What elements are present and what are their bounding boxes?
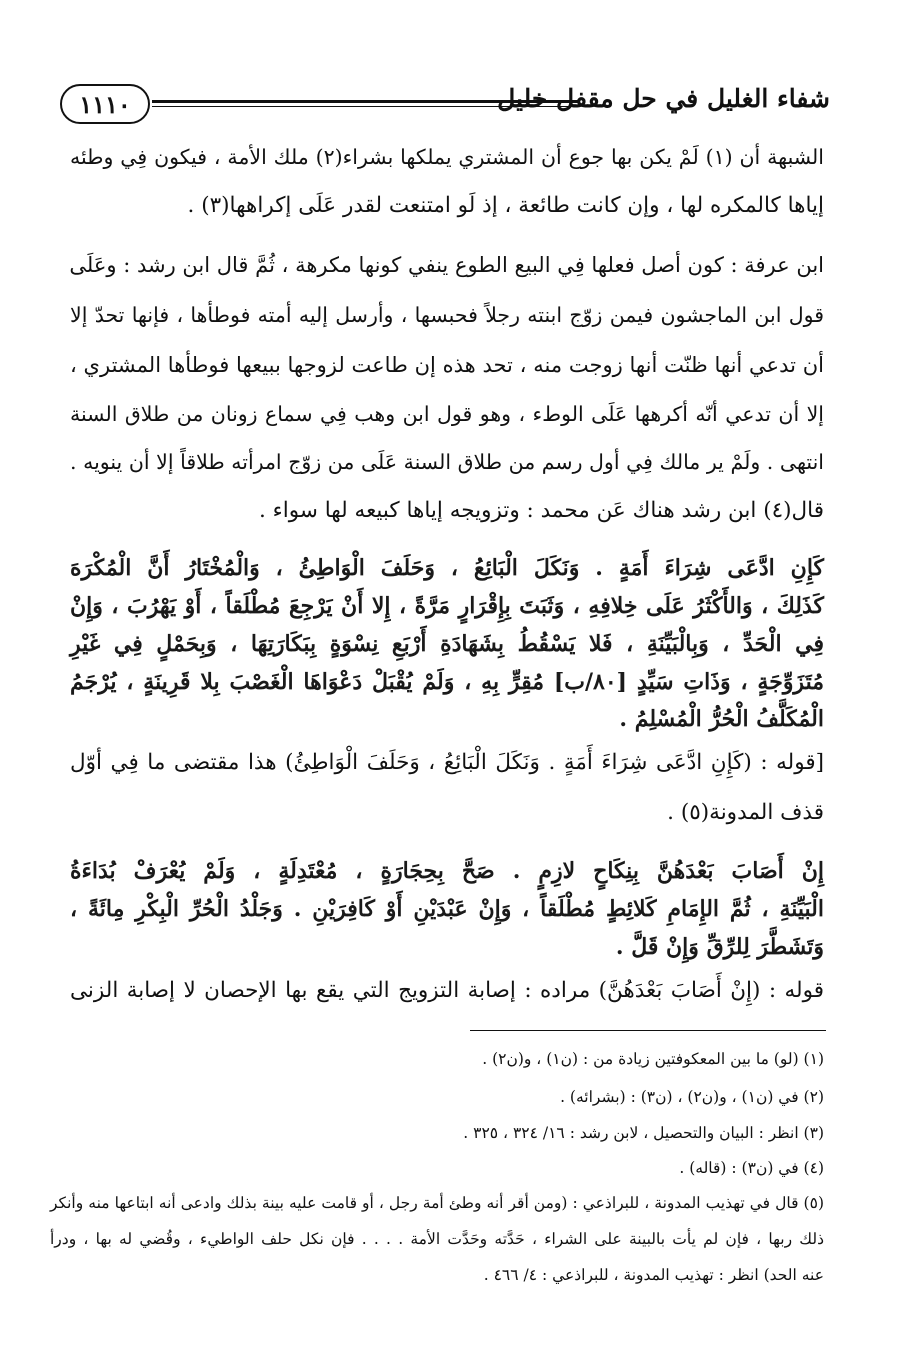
- text-line: الشبهة أن (١) لَمْ يكن بها جوع أن المشتري يملكها بشراء(٢) ملك الأمة ، فيكون فِي وطئه: [70, 145, 825, 169]
- footnote: (٢) في (ن١) ، و(ن٢) ، (ن٣) : (بشرائه) .: [560, 1088, 824, 1106]
- matn-line: إِنْ أَصَابَ بَعْدَهُنَّ بِنِكَاحٍ لازِمٍ . صَحَّ بِحِجَارَةٍ ، مُعْتَدِلَةٍ ، وَلَمْ يُعْرَفْ بُدَاءَةُ: [70, 858, 824, 884]
- matn-line: مُتَزَوِّجَةٍ ، وَذَاتِ سَيِّدٍ [٨٠/ب] مُقِرٍّ بِهِ ، وَلَمْ يُقْبَلْ دَعْوَاهَا الْغَصْبَ بِلا قَرِينَةٍ ، يُرْجَمُ: [70, 669, 824, 695]
- commentary-line: قذف المدونة(٥) .: [667, 800, 824, 825]
- matn-line: فِي الْحَدِّ ، وَبِالْبَيِّنَةِ ، فَلا يَسْقُطُ بِشَهَادَةِ أَرْبَعِ نِسْوَةٍ بِبَكَارَتِهَا ، وَبِحَمْلٍ فِي غَيْرِ: [70, 631, 824, 657]
- matn-line: كَإِنِ ادَّعَى شِرَاءَ أَمَةٍ . وَنَكَلَ الْبَائِعُ ، وَحَلَفَ الْوَاطِئُ ، وَالْمُخْتَارُ أَنَّ الْمُكْرَهَ: [70, 555, 824, 581]
- footnote: عنه الحد) انظر : تهذيب المدونة ، للبراذعي : ٤/ ٤٦٦ .: [483, 1266, 824, 1284]
- page-header: [60, 82, 830, 126]
- footnote-separator: [470, 1030, 826, 1031]
- page-number: ١١١٠: [60, 84, 150, 124]
- footnote: (٣) انظر : البيان والتحصيل ، لابن رشد : ١٦/ ٣٢٤ ، ٣٢٥ .: [463, 1124, 824, 1142]
- text-line: ابن عرفة : كون أصل فعلها فِي البيع الطوع ينفي كونها مكرهة ، ثُمَّ قال ابن رشد : وعَلَى: [69, 253, 824, 277]
- matn-line: الْبَيِّنَةِ ، ثُمَّ الإِمَامِ كَلائِطٍ مُطْلَقاً ، وَإِنْ عَبْدَيْنِ أَوْ كَافِرَيْنِ . وَجَلْدُ الْحُرِّ الْبِكْرِ مِائَةً ،: [70, 896, 824, 922]
- text-line: انتهى . ولَمْ ير مالك فِي أول رسم من طلاق السنة عَلَى من زوّج امرأته طلاقاً إلا أن ينويه .: [70, 450, 824, 474]
- text-line: أن تدعي أنها ظنّت أنها زوجت منه ، تحد هذه إن طاعت لزوجها ببيعها فوطأها المشتري ،: [70, 353, 824, 377]
- footnote: (٥) قال في تهذيب المدونة ، للبراذعي : (ومن أقر أنه وطئ أمة رجل ، أو قامت عليه بينة بذلك وادعى أنه ابتاعها منه وأنكر: [50, 1194, 824, 1212]
- running-title: شفاء الغليل في حل مقفل خليل: [497, 84, 830, 113]
- text-line: إلا أن تدعي أنّه أكرهها عَلَى الوطء ، وهو قول ابن وهب فِي سماع زونان من طلاق السنة: [70, 402, 824, 426]
- text-line: إياها كالمكره لها ، وإن كانت طائعة ، إذ لَو امتنعت لقدر عَلَى إكراهها(٣) .: [187, 193, 824, 218]
- text-line: قال(٤) ابن رشد هناك عَن محمد : وتزويجه إياها كبيعه لها سواء .: [258, 498, 824, 523]
- footnote: (٤) في (ن٣) : (قاله) .: [679, 1159, 824, 1177]
- matn-line: وَتَشَطَّرَ لِلرِّقِّ وَإِنْ قَلَّ .: [615, 934, 824, 960]
- footnote: ذلك ربها ، فإن لم يأت بالبينة على الشراء ، حَدَّته وحَدَّت الأمة . . . . فإن نكل حلف الواطيء ، وقُضي له بها ، ودرأ: [50, 1230, 824, 1248]
- matn-line: الْمُكَلَّفُ الْحُرُّ الْمُسْلِمُ .: [619, 706, 824, 732]
- footnote: (١) (لو) ما بين المعكوفتين زيادة من : (ن١) ، و(ن٢) .: [482, 1050, 824, 1068]
- commentary-line: قوله : (إِنْ أَصَابَ بَعْدَهُنَّ) مراده : إصابة التزويج التي يقع بها الإحصان لا إصابة الزنى: [70, 978, 824, 1003]
- matn-line: كَذَلِكَ ، وَالأَكْثَرُ عَلَى خِلافِهِ ، وَثَبَتَ بِإِقْرَارٍ مَرَّةً ، إِلا أَنْ يَرْجِعَ مُطْلَقاً ، أَوْ يَهْرُبَ ، وَإِنْ: [70, 593, 824, 619]
- commentary-line: [قوله : (كَإِنِ ادَّعَى شِرَاءَ أَمَةٍ . وَنَكَلَ الْبَائِعُ ، وَحَلَفَ الْوَاطِئُ) هذا مقتضى ما فِي أوّل: [70, 750, 824, 775]
- text-line: قول ابن الماجشون فيمن زوّج ابنته رجلاً فحبسها ، وأرسل إليه أمته فوطأها ، فإنها تحدّ إلا: [70, 303, 824, 327]
